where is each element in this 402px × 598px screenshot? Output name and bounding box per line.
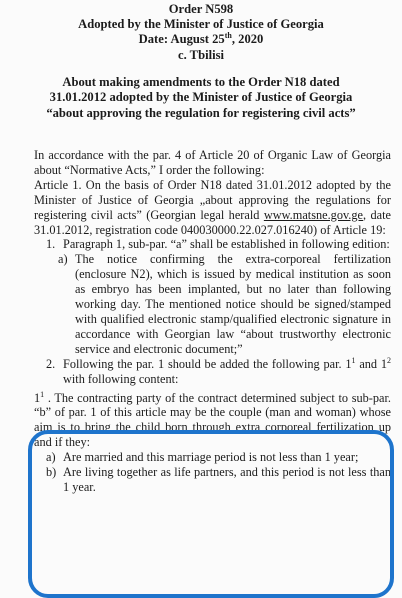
article-1 <box>34 178 391 238</box>
order-place: c. Tbilisi <box>178 47 224 62</box>
list-item-text <box>63 357 391 387</box>
list-marker: b) <box>46 465 57 480</box>
item-2-sup: 1 <box>351 355 356 365</box>
list-marker: 1. <box>46 237 56 252</box>
adopted-by: Adopted by the Minister of Justice of Georgia <box>78 17 324 32</box>
list-item-text: Paragraph 1, sub-par. “a” shall be established in following edition: <box>63 237 390 252</box>
article-1-text: Article 1. On the basis of Order N18 dated 31.01.2012 adopted by the Minister of Justice of Georgia „about approving the regulations for registering civil acts” (Georgian legal herald <box>34 177 391 222</box>
order-subject <box>0 75 402 122</box>
list-item-text: The notice confirming the extra-corporeal fertilization (enclosure N2), which is issued by medical institution as soon as embryo has been implanted, but no later than following working day. The mentioned notice should be signed/stamped with qualified electronic stamp/qualified electronic signature in accordance with Georgian law “about trustworthy electronic service and electronic document;” <box>75 252 391 356</box>
intro-paragraph: In accordance with the par. 4 of Article 20 of Organic Law of Georgia about “Normative Acts,” I order the following: <box>34 148 391 177</box>
list-item-text: Are married and this marriage period is not less than 1 year; <box>63 450 359 465</box>
matsne-link[interactable]: www.matsne.gov.ge <box>263 207 363 222</box>
subject-line-2: 31.01.2012 adopted by the Minister of Justice of Georgia <box>49 90 353 105</box>
date-sup: th <box>224 31 232 41</box>
p11-number: 1 <box>34 390 41 405</box>
item-2-text-3: with following content: <box>63 371 179 386</box>
subject-line-3: “about approving the regulation for registering civil acts” <box>46 106 356 120</box>
p11-text: . The contracting party of the contract determined subject to sub-par. “b” of par. 1 of this article may be the couple (man and woman) whose aim is to bring the child born through extra corporeal fertilization up and if they: <box>34 390 391 450</box>
subject-line-1: About making amendments to the Order N18 dated <box>62 74 340 89</box>
article-1-text-end: , date 31.01.2012, registration code 040030000.22.027.016240) of Article 19: <box>34 207 391 237</box>
order-date <box>0 32 402 47</box>
list-item-text: Are living together as life partners, and this period is not less than 1 year. <box>63 465 391 494</box>
highlight-annotation-circle <box>28 430 394 598</box>
order-header <box>0 2 402 63</box>
list-item-1a <box>58 252 391 356</box>
p11-sup: 1 <box>40 389 45 399</box>
item-2-sup-2: 2 <box>387 355 391 365</box>
item-2-text-2: and 1 <box>359 356 387 371</box>
list-item-2 <box>46 357 391 387</box>
list-marker: 2. <box>46 356 56 371</box>
list-item-1 <box>46 237 391 252</box>
date-suffix: , 2020 <box>231 32 264 47</box>
order-number: Order N598 <box>168 2 234 16</box>
list-marker: a) <box>58 252 68 267</box>
item-2-text: Following the par. 1 should be added the following par. 1 <box>63 356 352 371</box>
list-marker: a) <box>46 450 56 465</box>
date-prefix: Date: August 25 <box>138 32 225 47</box>
